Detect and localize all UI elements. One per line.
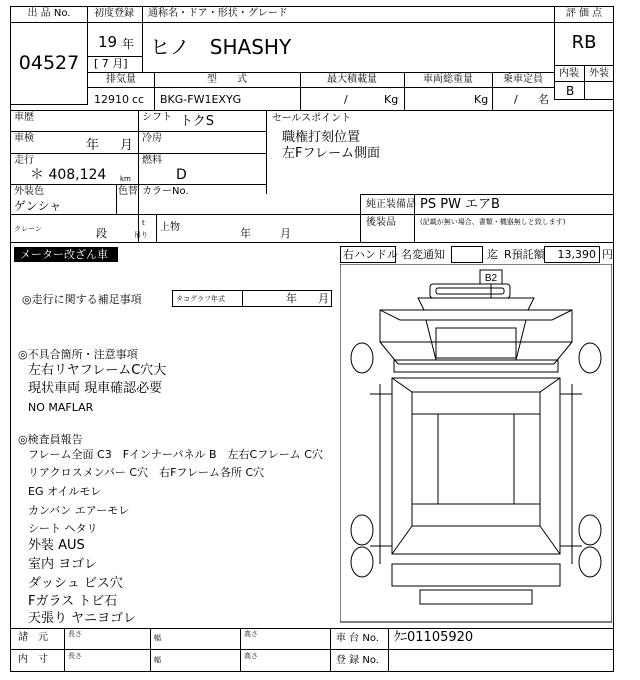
equipment-label: 純正装備品 <box>366 199 416 210</box>
diagram-frame <box>340 264 612 622</box>
inner-length-label: 長さ <box>68 652 82 660</box>
tacho-year: 年 <box>286 292 297 305</box>
inspector-line-5: シート ヘタリ <box>28 522 98 535</box>
bumper <box>394 360 558 372</box>
lot-number: 04527 <box>18 52 80 74</box>
max-load-unit: Kg <box>384 93 399 106</box>
displacement-value: 12910 <box>94 93 129 106</box>
windshield-glass <box>436 328 516 358</box>
rear-bumper <box>420 590 532 604</box>
until-label: 迄 <box>487 248 498 261</box>
b2-marker: B2 <box>484 273 498 284</box>
inspector-line-3: EG オイルモレ <box>28 485 102 498</box>
windshield <box>426 320 526 360</box>
inspector-line-7: 室内 ヨゴレ <box>28 557 98 572</box>
inspector-heading: ◎検査員報告 <box>18 433 83 446</box>
meter-tamper-label: メーター改ざん車 <box>20 248 108 261</box>
first-reg-month: [ 7 月] <box>94 57 128 70</box>
wheel-rear-right-2 <box>579 547 601 577</box>
inspector-line-1: フレーム全面 C3 Fインナーパネル B 左右Cフレーム C穴 <box>28 448 323 461</box>
wheel-front-left <box>351 343 373 373</box>
inner-height-label: 高さ <box>244 652 258 660</box>
capacity-label: 乗車定員 <box>503 74 543 85</box>
side-rails <box>380 384 572 564</box>
tacho-label: タコグラフ年式 <box>176 295 225 303</box>
cargo-body <box>392 378 560 554</box>
equipment-value: PS PW エアB <box>420 197 500 212</box>
name-change-label: 名変通知 <box>401 248 445 261</box>
lot-label: 出 品 No. <box>27 8 71 19</box>
first-reg-year-unit: 年 <box>122 37 135 51</box>
upper-year: 年 <box>240 227 251 240</box>
crane-ton: t <box>142 219 145 227</box>
roof-visor <box>436 288 504 294</box>
wheel-rear-right-1 <box>579 515 601 545</box>
displacement-unit: cc <box>132 93 145 106</box>
mileage-label: 走行 <box>14 155 34 166</box>
cargo-floor-links <box>412 414 540 504</box>
interior-grade-label: 内装 <box>559 68 579 79</box>
registration-label: 登 録 No. <box>336 655 379 666</box>
sales-point-2: 左Fフレーム側面 <box>282 146 380 161</box>
cab-lower <box>380 342 572 364</box>
chassis-number: ｸﾆ01105920 <box>394 630 474 645</box>
mileage-value: ＊ 408,124 <box>30 167 107 183</box>
fuel-value: D <box>176 167 187 183</box>
name-change-box <box>451 246 483 263</box>
type-label: 型 式 <box>207 74 247 85</box>
running-heading: ◎走行に関する補足事項 <box>22 293 142 306</box>
type-value: BKG-FW1EXYG <box>160 93 242 106</box>
cab-front <box>380 310 572 342</box>
inspector-line-4: カンバン エアーモレ <box>28 504 130 517</box>
cab-top <box>418 298 534 310</box>
wheel-rear-left-1 <box>351 515 373 545</box>
inspector-line-6: 外装 AUS <box>28 538 85 553</box>
interior-grade: B <box>566 84 575 98</box>
crane-hook: 吊り <box>134 231 148 239</box>
upper-label: 上物 <box>160 222 180 233</box>
defect-line-2: 現状車両 現車確認必要 <box>28 381 163 396</box>
inspection-year-unit: 年 <box>86 138 100 153</box>
tacho-month: 月 <box>318 292 329 305</box>
max-load-sep: / <box>344 93 348 106</box>
defect-line-3: NO MAFLAR <box>28 401 94 414</box>
sales-point-label: セールスポイント <box>272 113 352 124</box>
dims-label: 諸 元 <box>18 632 48 643</box>
inspector-line-2: リアクロスメンバー C穴 右Fフレーム各所 C穴 <box>28 466 265 479</box>
first-reg-year: 19 <box>98 33 118 51</box>
dims-width-label: 幅 <box>154 634 161 642</box>
recycle-label: R預託額 <box>504 248 545 261</box>
mileage-unit: km <box>120 175 131 183</box>
cargo-floor <box>438 414 514 504</box>
model-name: ヒノ SHASHY <box>150 35 292 59</box>
grade-label: 評 価 点 <box>565 8 603 19</box>
rhd-label: 右ハンドル <box>343 248 398 261</box>
rail-ties <box>370 394 582 546</box>
inspector-line-10: 天張り ヤニヨゴレ <box>28 611 137 626</box>
sales-point-1: 職権打刻位置 <box>282 130 361 145</box>
capacity-sep: / <box>514 93 518 106</box>
defect-line-1: 左右リヤフレームC穴大 <box>28 363 167 378</box>
crane-unit: 段 <box>96 227 107 240</box>
cargo-top-edge <box>392 378 560 392</box>
exterior-grade-label: 外装 <box>589 68 609 79</box>
wheel-rear-left-2 <box>351 547 373 577</box>
cargo-inner-sides <box>412 392 540 526</box>
wheel-front-right <box>579 343 601 373</box>
dims-height-label: 高さ <box>244 630 258 638</box>
tail-gate <box>392 564 560 586</box>
gross-weight-label: 車両総重量 <box>423 74 473 85</box>
max-load-label: 最大積載量 <box>327 74 377 85</box>
defects-heading: ◎不具合箇所・注意事項 <box>18 348 138 361</box>
shift-label: シフト <box>142 112 172 123</box>
inner-dims-label: 内 寸 <box>18 654 48 665</box>
recycle-value: 13,390 <box>557 248 596 261</box>
cab-roof <box>430 284 510 298</box>
model-label: 通称名・ドア・形状・グレード <box>148 8 288 19</box>
truck-diagram <box>340 264 612 624</box>
shift-value: トクS <box>180 114 214 129</box>
inspector-line-9: Fガラス トビ石 <box>28 594 118 609</box>
upper-month: 月 <box>280 227 291 240</box>
inspector-line-8: ダッシュ ビス穴 <box>28 576 123 591</box>
first-reg-label: 初度登録 <box>94 8 134 19</box>
crane-label: クレーン <box>14 225 42 233</box>
grade-value: RB <box>571 32 597 53</box>
cab-front-top <box>380 310 572 320</box>
color-value: ゲンシャ <box>14 199 62 213</box>
fuel-label: 燃料 <box>142 155 162 166</box>
inspection-label: 車検 <box>14 133 34 144</box>
inspection-month-unit: 月 <box>120 138 134 153</box>
inner-width-label: 幅 <box>154 656 161 664</box>
color-change-label: 色替 <box>118 186 138 197</box>
displacement-label: 排気量 <box>106 74 136 85</box>
history-label: 車歴 <box>14 112 34 123</box>
aftermarket-label: 後装品 <box>366 217 396 228</box>
chassis-label: 車 台 No. <box>336 633 379 644</box>
cargo-bottom-edge <box>392 526 560 554</box>
recycle-unit: 円 <box>602 248 613 261</box>
capacity-unit: 名 <box>538 93 549 106</box>
aftermarket-note: (記載が無い場合、書類・機器無しと致します) <box>420 218 566 226</box>
aircon-label: 冷房 <box>142 133 162 144</box>
gross-weight-unit: Kg <box>474 93 489 106</box>
dims-length-label: 長さ <box>68 630 82 638</box>
color-label: 外装色 <box>14 186 44 197</box>
color-no-label: カラーNo. <box>142 186 189 197</box>
